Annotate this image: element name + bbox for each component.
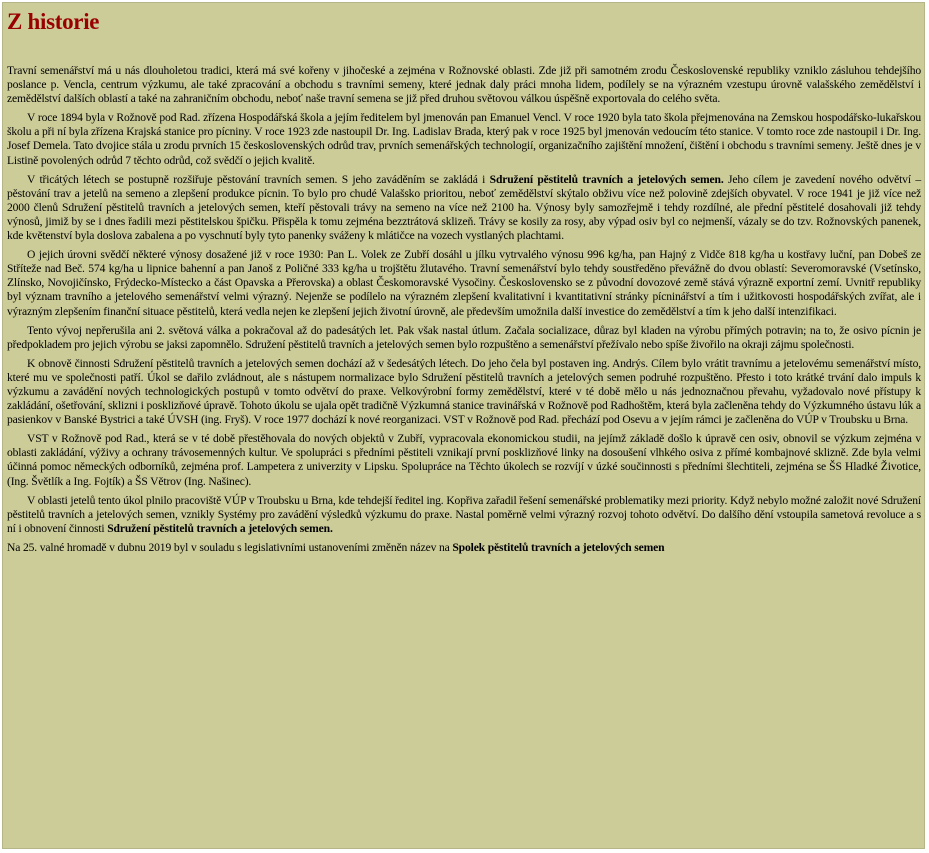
paragraph-text: Travní semenářství má u nás dlouholetou tradici, která má své kořeny v jihočeské a zejména v Rožnovské oblasti. Zde již při samotném zrodu Československé republiky vzniklo zásluhou tehdejšího poslance p. Vencla, centrum výzkumu, ale také zpracování a obchodu s travními semeny, které jednak daly práci mnoha lidem, podílely se na výrazném vzestupu úrovně valašského zemědělství i zemědělství dalších oblastí a také na zahraničním obchodu, neboť naše travní semena se již před druhou světovou válkou úspěšně exportovala do celého světa.: [7, 64, 921, 106]
paragraph-text: Jeho cílem je zavedení nového odvětví – pěstování trav a jetelů na semeno a zlepšení produkce pícnin. To bylo pro chudé Valašsko prioritou, neboť zemědělství skýtalo obživu více než polovině zdejších obyvatel. V roce 1941 je již více než 2000 členů Sdružení pěstitelů travních a jetelových semen, kteří pěstovali trávy na semeno na více než 2100 ha. Výnosy byly samozřejmě i tehdy rozdílné, ale přední pěstitelé dosahovali již tehdy výnosů, jimiž by se i dnes řadili mezi pěstitelskou špičku. Přispěla k tomu zejména bezztrátová sklizeň. Trávy se kosily za rosy, aby výpad osiv byl co nejmenší, vázaly se do tzv. Rožnovských panenek, kde květenství byla doslova zabalena a po vyschnutí byly tyto panenky sváženy k mlátičce na vozech vystlaných plachtami.: [7, 172, 921, 243]
paragraph-text: Tento vývoj nepřerušila ani 2. světová válka a pokračoval až do padesátých let. Pak však nastal útlum. Začala socializace, důraz byl kladen na výrobu přímých potravin; na to, že osivo pícnin je předpokladem pro jejich výrobu se jaksi zapomnělo. Sdružení pěstitelů travních a jetelových semen bylo rozpuštěno a semenářství přežívalo nebo spíše živořilo na okraji zájmu společnosti.: [7, 323, 921, 351]
spolek-name-bold: Spolek pěstitelů travních a jetelových semen: [452, 540, 665, 554]
article: [3, 3, 924, 555]
paragraph-thirties: [7, 173, 921, 243]
paragraph-text: VST v Rožnově pod Rad., která se v té době přestěhovala do nových objektů v Zubří, vypracovala ekonomickou studii, na jejímž základě došlo k úpravě cen osiv, obnovil se výzkum zejména v oblasti zakládání, výživy a ochrany trávosemenných kultur. Ve spolupráci s předními pěstiteli vznikají první posklizňové linky na dosoušení vlhkého osiva z přímé kombajnové sklizně. Zde byla velmi účinná pomoc německých odborníků, zejména prof. Lampetera z univerzity v Lipsku. Spolupráce na Těchto úkolech se rozvíjí v úzké součinnosti s předními šlechtiteli, zejména se ŠS Hladké Životice, (Ing. Švětlík a Ing. Fojtík) a ŠS Větrov (Ing. Našinec).: [7, 432, 921, 488]
paragraph-yields-1930: [7, 248, 921, 318]
paragraph-text: O jejich úrovni svědčí některé výnosy dosažené již v roce 1930: Pan L. Volek ze Zubří dosáhl u jílku vytrvalého výnosu 996 kg/ha, pan Hajný z Vidče 818 kg/ha u kostřavy luční, pan Dobeš ze Stříteže nad Beč. 574 kg/ha u lipnice bahenní a pan Janoš z Poličné 333 kg/ha u trojštětu žlutavého. Travní semenářství bylo tehdy soustředěno převážně do dvou oblastí: Severomoravské (Vsetínsko, Zlínsko, Novojičínsko, Frýdecko-Místecko a část Opavska a Přerovska) a oblast Českomoravské Vysočiny. Československo se z původní dovozové země stává výrazně exportní zemí. Uvnitř republiky byl význam travního a jetelového semenářství velmi výrazný. Nejenže se podílelo na výrazném zlepšení kvalitativní i kvantitativní stránky pícninářství a tím i užitkovosti hospodářských zvířat, ale i výrazným zlepšením finanční situace pěstitelů, která vedla nejen ke zlepšení jejich životní úrovně, ale především umožnila další investice do zemědělství a tím k jeho další intenzifikaci.: [7, 248, 921, 318]
paragraph-text: V oblasti jetelů tento úkol plnilo pracoviště VÚP v Troubsku u Brna, kde tehdejší ředitel ing. Kopřiva zařadil řešení semenářské problematiky mezi priority. Když nebylo možné založit nové Sdružení pěstitelů travních a jetelových semen, vznikly Systémy pro zavádění výsledků výzkumu do praxe. Nastal poměrně velmi výrazný rozvoj tohoto odvětví. Do dalšího dění vstoupila sametová revoluce a s ní i obnovení činnosti: [7, 493, 921, 535]
paragraph-1894: [7, 111, 921, 167]
paragraph-2019: [7, 541, 921, 555]
paragraph-sixties: [7, 357, 921, 427]
association-name-bold: Sdružení pěstitelů travních a jetelových semen.: [107, 521, 333, 535]
paragraph-clover: [7, 494, 921, 536]
paragraph-text: Na 25. valné hromadě v dubnu 2019 byl v souladu s legislativními ustanoveními změněn název na: [7, 540, 453, 554]
page-title: Z historie: [7, 9, 100, 34]
paragraph-vst-zubri: [7, 432, 921, 488]
paragraph-text: K obnově činnosti Sdružení pěstitelů travních a jetelových semen dochází až v šedesátých létech. Do jeho čela byl postaven ing. Andrýs. Cílem bylo vrátit travnímu a jetelovému semenářství místo, které mu ve společnosti patří. Úkol se dařilo zvládnout, ale s nástupem normalizace bylo Sdružení pěstitelů travních a jetelových semen podruhé rozpuštěno. Přesto i toto krátké trvání dalo impuls k výzkumu a zavádění nových technologických postupů v tomto odvětví do praxe. Velkovýrobní formy zemědělství, které v té době mělo u nás jednoznačnou převahu, vyžadovalo nové přístupy k zakládání, ošetřování, sklizni i posklizňové úpravě. Tohoto úkolu se ujala opět tradičně Výzkumná stanice travinářská v Rožnově pod Radhoštěm, která byla začleněna tehdy do Výzkumného ústavu lúk a pasienkov v Banské Bystrici a také ÚVSH (ing. Fryš). V roce 1977 dochází k nové reorganizaci. VST v Rožnově pod Rad. přechází pod Osevu a v jejím rámci je začleněna do VÚP v Troubsku u Brna.: [7, 356, 921, 427]
paragraph-intro: [7, 64, 921, 106]
paragraph-text: V třicátých létech se postupně rozšiřuje pěstování travních semen. S jeho zaváděním se zakládá i: [27, 172, 490, 186]
paragraph-text: V roce 1894 byla v Rožnově pod Rad. zřízena Hospodářská škola a jejím ředitelem byl jmenován pan Emanuel Vencl. V roce 1920 byla tato škola přejmenována na Zemskou hospodářsko-lukařskou školu a při ní byla zřízena Krajská stanice pro pícniny. V roce 1923 zde nastoupil Dr. Ing. Ladislav Brada, který pak v roce 1925 byl jmenován vedoucím této stanice. V tomto roce zde nastoupil i Dr. Ing. Josef Demela. Tato dvojice stála u zrodu prvních 15 československých odrůd trav, prvních semenářských technologií, organizačního zajištění množení, čištění i obchodu s travními semeny. Ještě dnes je v Listině povolených odrůd 7 těchto odrůd, což svědčí o jejich kvalitě.: [7, 111, 921, 167]
content-panel: [2, 2, 925, 849]
association-name-bold: Sdružení pěstitelů travních a jetelových semen.: [489, 172, 724, 186]
paragraph-war-fifties: [7, 324, 921, 352]
